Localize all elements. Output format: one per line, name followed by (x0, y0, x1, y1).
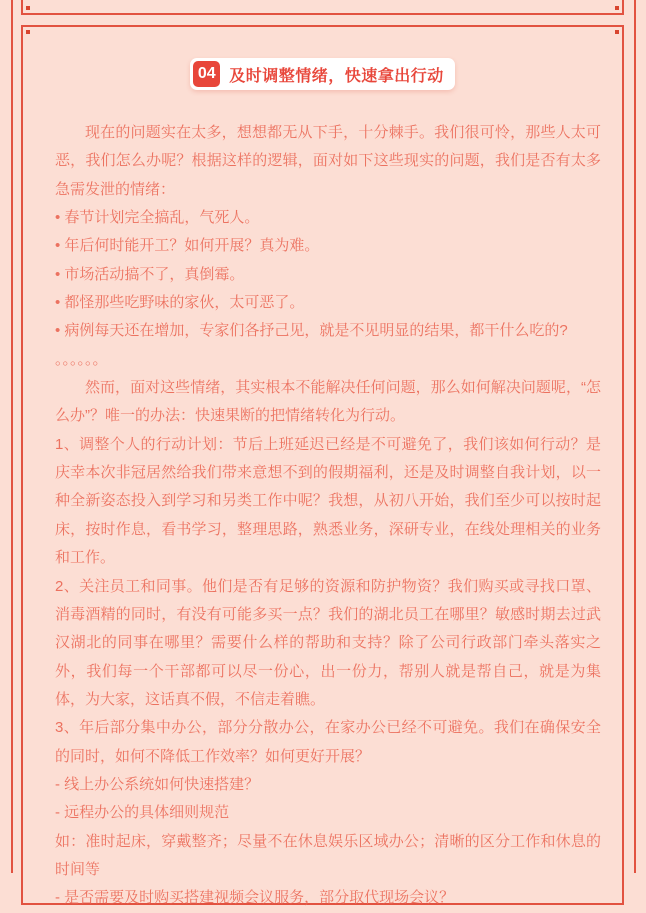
bullet-item: • 都怪那些吃野味的家伙，太可恶了。 (55, 294, 305, 312)
section-header (23, 58, 622, 90)
bullet-item: • 年后何时能开工？如何开展？真为难。 (55, 237, 320, 255)
paragraph: 如：准时起床，穿戴整齐；尽量不在休息娱乐区域办公；清晰的区分工作和休息的时间等 (55, 832, 601, 878)
bullet-item: • 市场活动搞不了，真倒霉。 (55, 265, 245, 283)
paragraph: 然而，面对这些情绪，其实根本不能解决任何问题，那么如何解决问题呢，“怎么办”？唯一的办法：快速果断的把情绪转化为行动。 (55, 379, 601, 425)
corner-dot (615, 30, 619, 34)
dash-item: - 远程办公的具体细则规范 (55, 804, 230, 822)
right-border-line (634, 0, 636, 873)
paragraph: 。。。。。。 (55, 350, 108, 368)
bullet-item: • 春节计划完全搞乱，气死人。 (55, 209, 260, 227)
section-title-box (190, 58, 455, 90)
bullet-item: • 病例每天还在增加，专家们各抒己见，就是不见明显的结果，都干什么吃的? (55, 322, 568, 340)
paragraph: 1、调整个人的行动计划：节后上班延迟已经是不可避免了，我们该如何行动？是庆幸本次非冠居然给我们带来意想不到的假期福利，还是及时调整自我计划，以一种全新姿态投入到学习和另类工作中呢？我想，从初八开始，我们至少可以按时起床，按时作息，看书学习，整理思路，熟悉业务，深研专业，在线处理相关的业务和工作。 (55, 435, 601, 567)
corner-dot (26, 6, 30, 10)
corner-dot (615, 6, 619, 10)
dash-item: - 是否需要及时购买搭建视频会议服务，部分取代现场会议？ (55, 889, 455, 907)
corner-dot (26, 30, 30, 34)
left-border-line (11, 0, 13, 873)
dash-item: - 线上办公系统如何快速搭建？ (55, 775, 260, 793)
section-number-badge: 04 (193, 61, 220, 87)
paragraph: 3、年后部分集中办公，部分分散办公，在家办公已经不可避免。我们在确保安全的同时，如何不降低工作效率？如何更好开展？ (55, 719, 601, 765)
paragraph: 2、关注员工和同事。他们是否有足够的资源和防护物资？我们购买或寻找口罩、消毒酒精的同时，有没有可能多买一点？我们的湖北员工在哪里？敏感时期去过武汉湖北的同事在哪里？需要什么样的帮助和支持？除了公司行政部门牵头落实之外，我们每一个干部都可以尽一份心，出一份力，帮别人就是帮自己，就是为集体，为大家，这话真不假，不信走着瞧。 (55, 577, 601, 708)
previous-section-card (21, 0, 624, 15)
section-title: 及时调整情绪，快速拿出行动 (229, 67, 444, 85)
article-body (55, 119, 601, 913)
paragraph: 现在的问题实在太多，想想都无从下手，十分棘手。我们很可怜，那些人太可恶，我们怎么办呢？根据这样的逻辑，面对如下这些现实的问题，我们是否有太多急需发泄的情绪： (55, 124, 601, 198)
section-card (21, 25, 624, 905)
